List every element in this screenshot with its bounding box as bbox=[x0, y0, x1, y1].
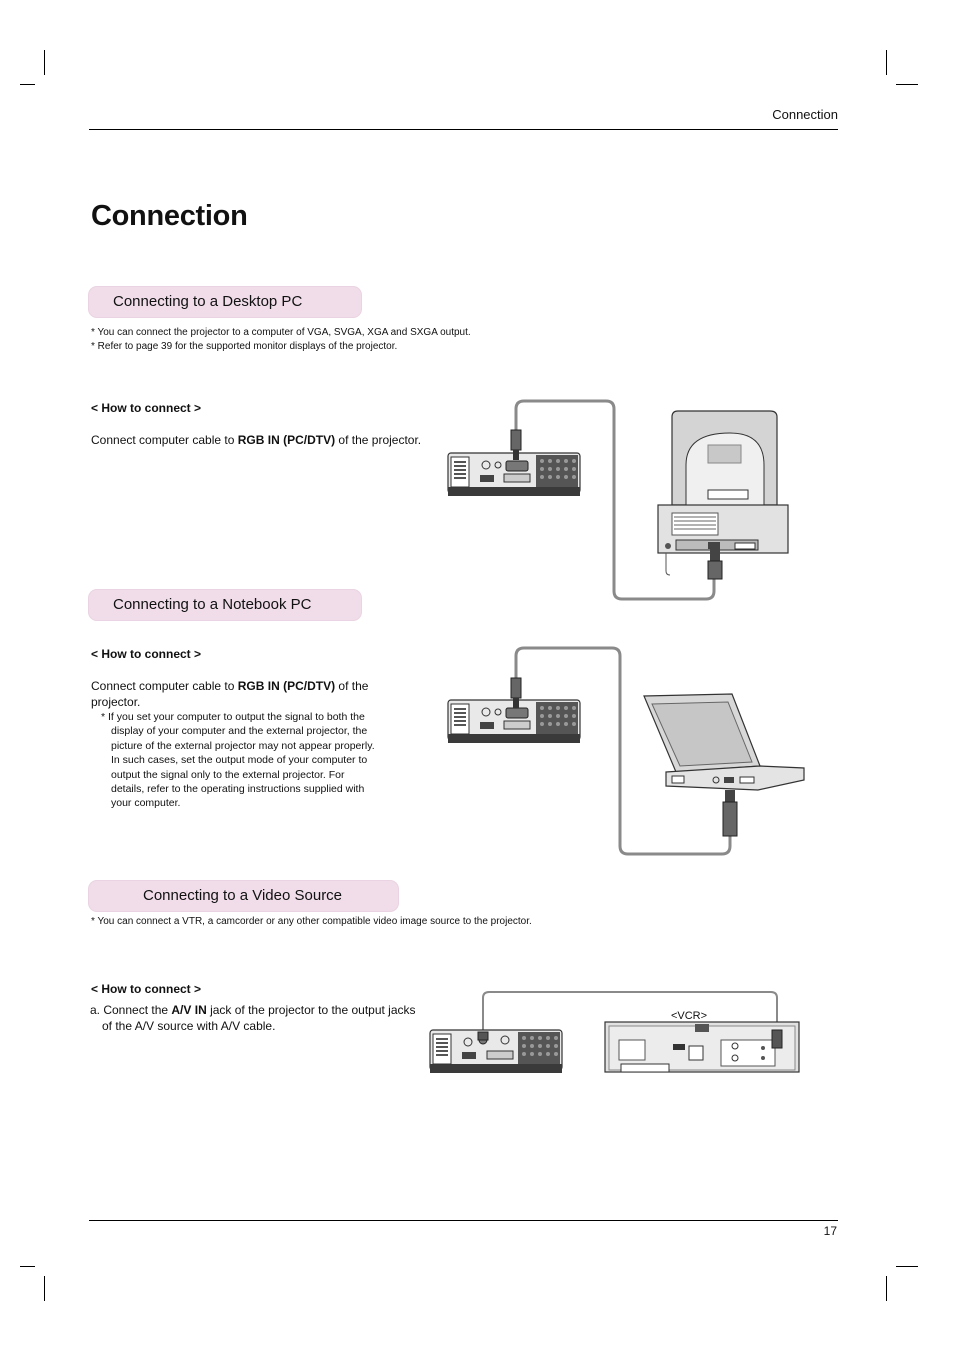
caution-line: your computer. bbox=[111, 797, 181, 810]
video-howto-heading: < How to connect > bbox=[91, 982, 202, 996]
crop-mark bbox=[44, 1276, 45, 1301]
crop-mark bbox=[886, 1276, 887, 1301]
video-note: * You can connect a VTR, a camcorder or any other compatible video image source to the projector. bbox=[91, 916, 532, 927]
desktop-pc-illustration bbox=[658, 505, 788, 575]
crop-mark bbox=[20, 1266, 35, 1267]
section-heading-desktop bbox=[89, 287, 361, 317]
desktop-instruction: Connect computer cable to RGB IN (PC/DTV) of the projector. bbox=[91, 433, 422, 447]
notebook-howto-heading: < How to connect > bbox=[91, 647, 202, 661]
section-heading-label: Connecting to a Video Source bbox=[143, 887, 343, 904]
footer-rule bbox=[89, 1220, 838, 1221]
page-title: Connection bbox=[91, 200, 248, 232]
notebook-pc-illustration bbox=[644, 694, 804, 790]
notebook-caution bbox=[101, 710, 375, 811]
section-heading-label: Connecting to a Desktop PC bbox=[113, 293, 303, 310]
caution-line: display of your computer and the external projector, the bbox=[111, 725, 368, 738]
caution-line: output the signal only to the external projector. For bbox=[111, 768, 345, 781]
caution-line: In such cases, set the output mode of your computer to bbox=[111, 754, 368, 767]
crop-mark bbox=[896, 84, 918, 85]
projector-illustration bbox=[430, 1030, 562, 1073]
desktop-connection-diagram bbox=[440, 395, 800, 605]
vcr-illustration bbox=[605, 1022, 799, 1072]
header-rule bbox=[89, 129, 838, 130]
caution-line: * If you set your computer to output the signal to both the bbox=[101, 711, 365, 723]
video-connection-diagram bbox=[425, 988, 805, 1080]
running-header: Connection bbox=[772, 107, 838, 122]
page-number: 17 bbox=[823, 1224, 837, 1238]
caution-line: picture of the external projector may not appear properly. bbox=[111, 739, 375, 752]
caution-line: details, refer to the operating instructions supplied with bbox=[111, 783, 365, 796]
section-heading-video bbox=[89, 881, 398, 911]
desktop-note-2: * Refer to page 39 for the supported monitor displays of the projector. bbox=[91, 341, 398, 352]
section-heading-notebook bbox=[89, 590, 361, 620]
crop-mark bbox=[20, 84, 35, 85]
section-heading-label: Connecting to a Notebook PC bbox=[113, 596, 312, 613]
video-instruction: a. Connect the A/V IN jack of the projector to the output jacks of the A/V source with A/V cable. bbox=[90, 1003, 416, 1033]
desktop-note-1: * You can connect the projector to a computer of VGA, SVGA, XGA and SXGA output. bbox=[91, 327, 471, 338]
desktop-monitor-illustration bbox=[672, 411, 777, 505]
crop-mark bbox=[44, 50, 45, 75]
notebook-instruction: Connect computer cable to RGB IN (PC/DTV) of the projector. bbox=[91, 679, 369, 709]
crop-mark bbox=[886, 50, 887, 75]
crop-mark bbox=[896, 1266, 918, 1267]
vcr-label: <VCR> bbox=[670, 1010, 708, 1022]
notebook-connection-diagram bbox=[440, 640, 810, 860]
desktop-howto-heading: < How to connect > bbox=[91, 401, 202, 415]
